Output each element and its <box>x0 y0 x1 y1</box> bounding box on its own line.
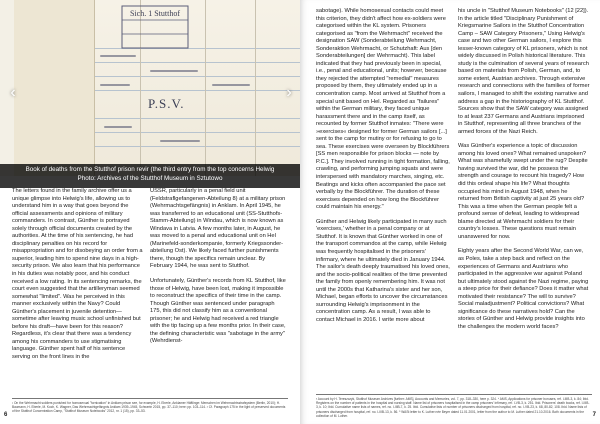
page-number: 6 <box>4 412 8 418</box>
paragraph: USSR, particularly in a penal field unit (Feldstraflgefangenen-Abteilung 8) at a military prison (Wehrmachtsgefängnis) in Anklam. In April 1945, he was transferred to an educational unit (SS-Stutthofs-Stamm-Abteilung) in Windau, which is now known as Windava in Latvia. A few months later, in August, he was moved to a penal and educational unit on Hel (Marinefeld-sonderkompanie, formerly Kriegssonder-abteilung Ost). We likely faced further punishments there, though the specifics remain unclear. By February 1944, he was sent to Stutthof. <box>150 188 286 270</box>
svg-text:Sich. 1 Stutthof: Sich. 1 Stutthof <box>129 9 181 18</box>
text-column <box>12 188 144 369</box>
paragraph: his uncle in "Stutthof Museum Notebooks" (12 [22]). In the article titled "Disciplinary Punishment of Kriegsmarine Sailors in the Stutthof Concentration Camp – SAW Category Prisoners," Using Helwig's case and two other German sailors, I explore this lesser-known category of KL prisoners, which is not widely discussed in Polish historical literature. This study is the culmination of several years of research based on materials from Polish, German, and, to some extent, Austrian archives. Through extensive research and connections with the families of former sailors, I managed to shift the existing narrative and address a gap in the historiography of KL Stutthof. Sources show that the SAW category was assigned to at least 237 Germans and Austrians imprisoned in Stutthof, representing all three branches of the armed forces of the Nazi Reich. <box>458 8 590 135</box>
page-number: 7 <box>592 412 596 418</box>
ledger-rule <box>95 146 300 147</box>
camp-stamp <box>120 4 190 50</box>
footnotes: ¹ On the Wehrmacht soldiers punished for homosexual "fornication" in Anklam prison see, for example, H. Eberle, Anklamer Häftlinge: Menschen im Wehrmachtsstrafsystem (Berlin, 2010); H. Baumann, H. Eberle, M. Koch, K. Wagner, Das Wehrmachtgefängnis Anklam 1939–1945, Schwerin 2015, pp. 37–110; here: pp. 103–114. ² Cf. Paragraph 175 in the light of preserved documents of the Stutthof Concentration Camp, "Stutthof Museum Notebooks" 2012, nr. 1 (15), pp. 33–53. <box>12 398 288 414</box>
ledger-column-rule <box>205 0 206 176</box>
text-column <box>458 8 590 338</box>
ledger-rule <box>95 62 300 63</box>
photo-caption <box>0 164 300 188</box>
ledger-rule <box>95 90 300 91</box>
ledger-rule <box>95 132 300 133</box>
handwriting-mark <box>212 84 250 86</box>
handwriting-mark <box>100 84 130 86</box>
ledger-spine <box>14 0 95 176</box>
ledger-psv-mark: P.S.V. <box>148 96 185 111</box>
paragraph: sabotage). While homosexual contacts could meet this criterion, they didn't affect how ex-soldiers were categorised within the KL system. Prisoners categorised as "from the Wehrmacht" received the designation SAW (Sonderabteilung Wehrmacht, Sonderaktion Wehrmacht, or Schutzhaft: Aus [den Sonderabteilungen] der Wehrmacht). This label indicated that they had previously been in special, i.e., penal and educational, units; however, because they rejected the attempted "remedial" measures proposed by them, they ultimately ended up in a concentration camp. Most arrived at Stutthof from a special unit based on Hel. Regarded as "failures" within the German military, they faced unique harassment there and in the camp itself, as recounted by former Stutthof inmates: "There were »exercises« designed for former German sailors [...] sent to the camp for mutiny or for refusing to go to sea. These exercises were overseen by Blockführers [SS men responsible for prison blocks — note by P.C.]. They involved running in tight formation, falling, crawling, and performing jumping squats and were interspersed with mandatory marches, singing, etc. Beatings and kicks often accompanied the pace set verbally by the Blockführer. The duration of these exercises depended on how long the Blockführer could maintain his energy." <box>316 8 450 211</box>
handwriting-mark <box>100 55 136 57</box>
paragraph: Günther and Helwig likely participated in many such 'exercises,' whether in a penal company or at Stutthof. It is known that Günther worked in one of the transport commandos at the camp, while Helwig was frequently hospitalised in the prisoners' infirmary, where he ultimately died in January 1944. The sailor's death deeply traumatised his loved ones, and the socio-political realities of the time prevented the family from openly remembering him. It was not until the 2000s that Katharina's sister and her son, Michael, began efforts to uncover the circumstances surrounding Helwig's imprisonment in the concentration camp. As a result, I was able to contact Michael in 2016. I write more about <box>316 218 450 323</box>
right-page <box>300 0 600 424</box>
paragraph: The letters found in the family archive offer us a unique glimpse into Helwig's life, allowing us to understand him in a way that goes beyond the official assessments and opinions of military commanders. In contrast, Günther is portrayed solely through official documents created by the authorities. At the time of his sentencing, he had disciplinary penalties on his record for misappropriation and for disobeying an order from a superior, leading him to spend nine days in a high-security prison. We also learn that his performance in his duties was notably poor, and his conduct received a low rating. In its sentencing remarks, the court even suggested that the artilleryman seemed somewhat "limited". Was he perceived in this manner exclusively within the Navy? Could Günther's placement in juvenile detention—sometime after leaving music school unfinished but before his draft—have been for this reason? Regardless, it's clear that there was a tendency among his commanders to use stigmatising language. Günther spent half of his sentence serving on the front lines in the <box>12 188 143 361</box>
handwriting-mark <box>160 140 200 142</box>
text-column <box>316 8 450 331</box>
ledger-rule <box>95 76 300 77</box>
ledger-column-rule <box>255 0 256 176</box>
paragraph: Was Günther's experience a topic of discussion among his loved ones? What remained unspoken? What was shamefully swept under the rug? Despite having survived the war, did he possess the strength and courage to recount his tragedy? How did this ordeal shape his life? What thoughts occupied his mind in August 1948, when he returned from British captivity at just 25 years old? This was a time when the German people felt a profound sense of defeat, leading to widespread blame directed at Wehrmacht soldiers for their country's losses. These questions must remain unanswered for now. <box>458 143 588 240</box>
previous-image-icon[interactable]: ‹ <box>10 84 16 101</box>
caption-credit: Photo: Archives of the Stutthof Museum in Sztutowo <box>77 174 223 182</box>
handwriting-mark <box>150 70 198 72</box>
next-image-icon[interactable]: › <box>286 84 292 101</box>
ledger-rule <box>95 118 300 119</box>
caption-line: Book of deaths from the Stutthof prison revir (the third entry from the top concerns Helwig <box>25 166 275 173</box>
paragraph: Eighty years after the Second World War, can we, as Poles, take a step back and reflect on the experiences of Germans and Austrians who participated in the aggressive war against Poland but ultimately stood against the Nazi regime, paying a steep price for their defiance? Does it matter what motivated their resistance? The will to survive? Social maladjustment? Political convictions? What significance do these narratives hold? Can the stories of Günther and Helwig provide insights into the challenges the modern world faces? <box>458 248 589 330</box>
text-column <box>150 188 286 353</box>
paragraph: Unfortunately, Günther's records from KL Stutthof, like those of Helwig, have been lost, making it impossible to reconstruct the specifics of their time in the camp. Though Günther was sentenced under paragraph 175, this did not classify him as a conventional prisoner; he and Helwig had received a red triangle with the tip facing up a few months prior. In their case, the defining characteristic was "sabotage in the army" (Wehrdienst- <box>150 278 286 345</box>
footnotes: ³ Account by H. Tereszczyk, Stutthof Museum Archives [further: AMS], Accounts and Memories, vol. 7, pp. 318–330, here p. 324. ⁴ AMS, Applications for prisoner bonuses, ref. I-IIIB-3, k. 84; Ibid. Registers on the number of patients in the hospital and nursing staff. Name list of prisoners hospitalised in the camp prisoners' infirmary, ref. I-VB-3, k. 251. Ibid. Prisoners' death books, ref. I-IIIB-3, k. 10; Ibid. Cumulative name lists of names, ref. no. I-IIIB-7, k. 25. Ibid. Cumulative lists of number of prisoners discharged from hospital, ref. no. I-VB-23, k. 68, 80-82, 108. Ibid. Name lists of prisoners discharged from hospital, ref. no. I-IIIB-13, k. 56. ⁵ WASt letter to K. Luther née Beyer dated 11.01.2001, letter from the author to M. Luther dated 21.10.2016. Both documents in the collection of M. Luther. <box>316 394 592 418</box>
archival-photo <box>0 0 300 176</box>
handwriting-mark <box>104 126 132 128</box>
